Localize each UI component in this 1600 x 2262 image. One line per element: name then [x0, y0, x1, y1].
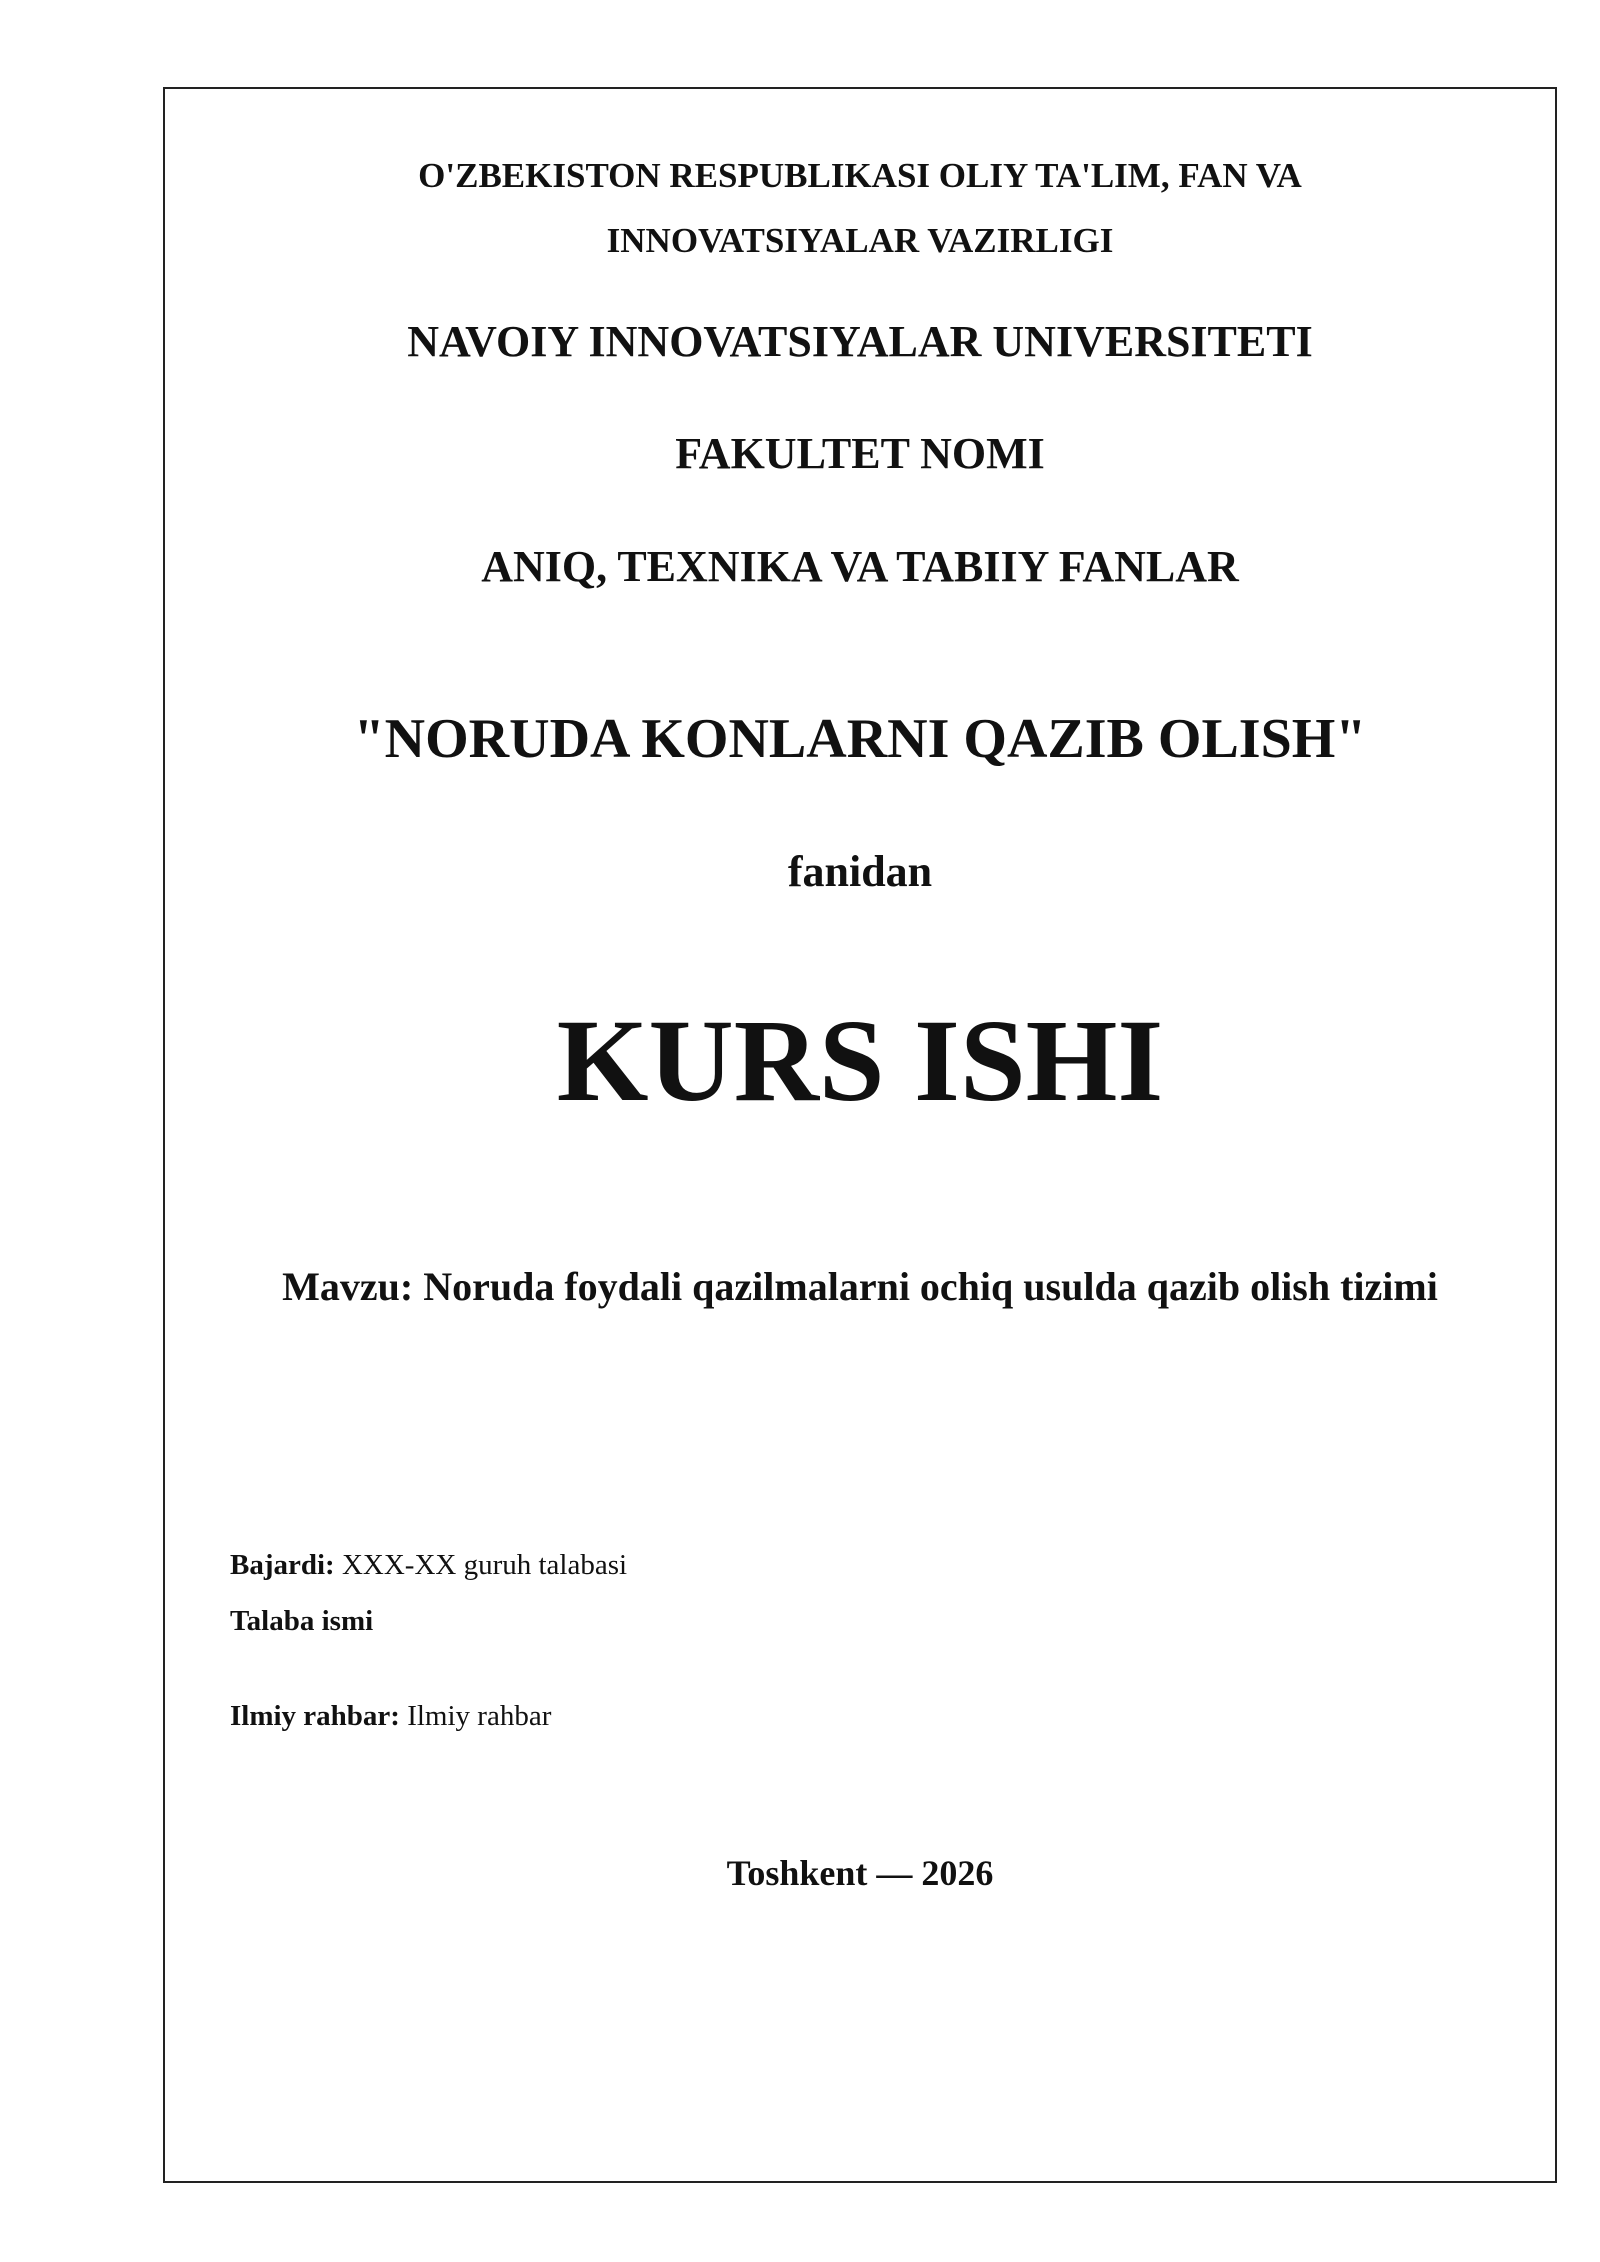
- topic-line: Mavzu: Noruda foydali qazilmalarni ochiq usulda qazib olish tizimi: [282, 1264, 1438, 1309]
- advisor-label: Ilmiy rahbar:: [230, 1700, 400, 1732]
- performer-value: XXX-XX guruh talabasi: [334, 1549, 628, 1581]
- subject-title: "NORUDA KONLARNI QAZIB OLISH": [353, 708, 1367, 770]
- advisor-value: Ilmiy rahbar: [399, 1700, 552, 1732]
- department-name: ANIQ, TEXNIKA VA TABIIY FANLAR: [481, 542, 1239, 591]
- work-type-title: KURS ISHI: [556, 995, 1164, 1126]
- ministry-line-2: INNOVATSIYALAR VAZIRLIGI: [606, 221, 1114, 260]
- city-year: Toshkent — 2026: [726, 1853, 994, 1893]
- advisor-line: [230, 1702, 551, 1731]
- subject-suffix: fanidan: [787, 847, 933, 896]
- ministry-line-1: O'ZBEKISTON RESPUBLIKASI OLIY TA'LIM, FAN VA: [418, 156, 1302, 195]
- performer-line: [230, 1551, 627, 1580]
- performer-label: Bajardi:: [230, 1549, 335, 1581]
- faculty-name: FAKULTET NOMI: [675, 429, 1045, 478]
- university-name: NAVOIY INNOVATSIYALAR UNIVERSITETI: [407, 317, 1313, 366]
- student-name: Talaba ismi: [230, 1605, 374, 1637]
